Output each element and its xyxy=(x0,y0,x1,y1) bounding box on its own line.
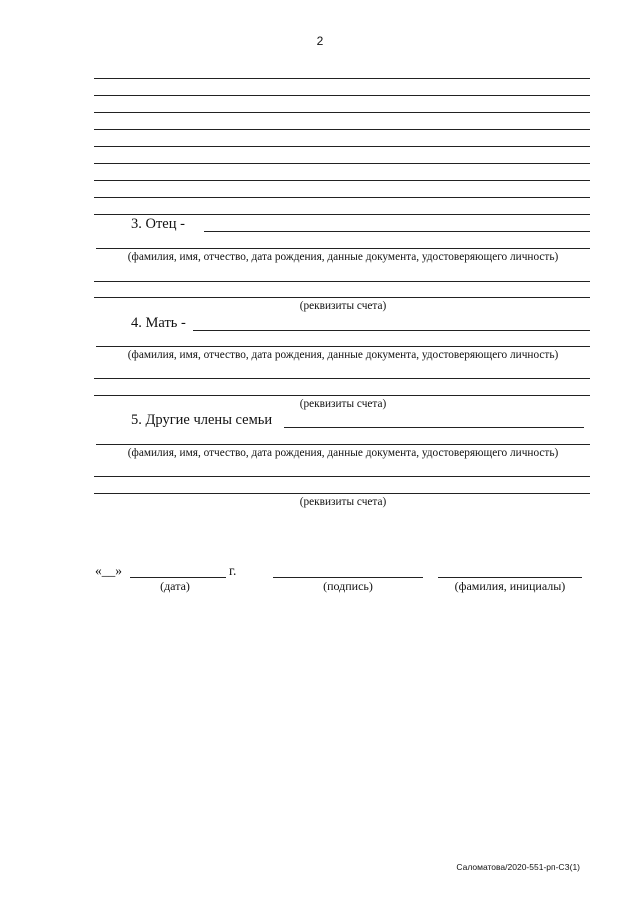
other-members-account-line-2 xyxy=(94,493,590,494)
father-person-caption: (фамилия, имя, отчество, дата рождения, данные документа, удостоверяющего личность) xyxy=(127,251,559,263)
blank-line xyxy=(94,146,590,147)
date-prefix: «__» xyxy=(95,563,122,578)
blank-line xyxy=(94,180,590,181)
blank-line xyxy=(94,197,590,198)
other-members-person-caption: (фамилия, имя, отчество, дата рождения, данные документа, удостоверяющего личность) xyxy=(127,447,559,459)
signature-line xyxy=(273,577,423,578)
page-number: 2 xyxy=(316,34,324,48)
father-person-line xyxy=(96,248,590,249)
document-code: Саломатова/2020-551-рп-СЗ(1) xyxy=(456,862,580,872)
other-members-person-line xyxy=(96,444,590,445)
father-account-line-1 xyxy=(94,281,590,282)
mother-account-caption: (реквизиты счета) xyxy=(299,398,387,410)
mother-title: 4. Мать - xyxy=(131,315,186,331)
name-caption: (фамилия, инициалы) xyxy=(454,579,566,593)
year-suffix: г. xyxy=(229,563,237,578)
mother-person-caption: (фамилия, имя, отчество, дата рождения, данные документа, удостоверяющего личность) xyxy=(127,349,559,361)
mother-account-line-2 xyxy=(94,395,590,396)
other-members-account-caption: (реквизиты счета) xyxy=(299,496,387,508)
father-name-line xyxy=(204,231,590,232)
father-account-line-2 xyxy=(94,297,590,298)
blank-line xyxy=(94,129,590,130)
other-members-name-line xyxy=(284,427,584,428)
blank-line xyxy=(94,78,590,79)
father-account-caption: (реквизиты счета) xyxy=(299,300,387,312)
blank-line xyxy=(94,112,590,113)
signature-caption: (подпись) xyxy=(323,579,373,593)
mother-person-line xyxy=(96,346,590,347)
other-members-account-line-1 xyxy=(94,476,590,477)
mother-account-line-1 xyxy=(94,378,590,379)
blank-line xyxy=(94,214,590,215)
other-members-title: 5. Другие члены семьи xyxy=(131,412,273,428)
name-line xyxy=(438,577,582,578)
mother-name-line xyxy=(193,330,590,331)
date-caption: (дата) xyxy=(160,579,190,593)
date-line xyxy=(130,577,226,578)
blank-line xyxy=(94,163,590,164)
father-title: 3. Отец - xyxy=(131,216,185,232)
blank-line xyxy=(94,95,590,96)
